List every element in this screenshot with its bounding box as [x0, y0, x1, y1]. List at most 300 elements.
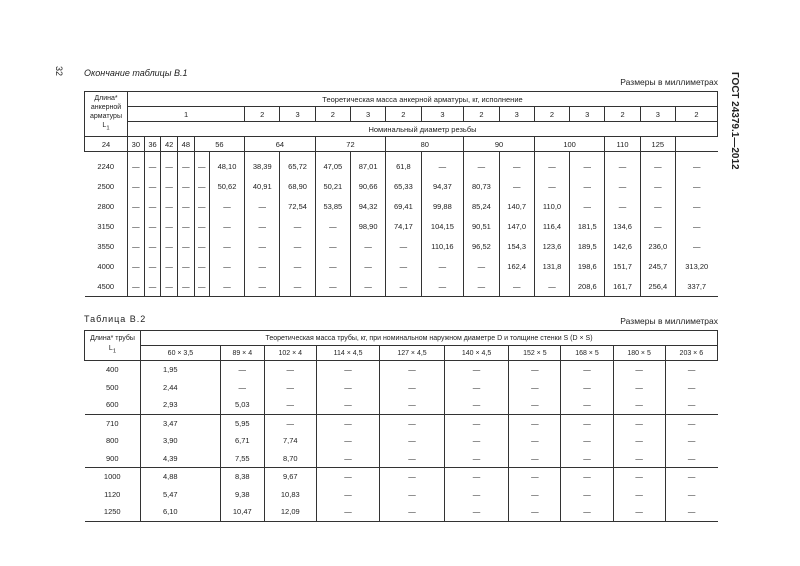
- mass-cell: —: [280, 236, 315, 256]
- mass-cell: 9,67: [264, 468, 316, 486]
- mass-cell: —: [178, 196, 195, 216]
- mass-cell: —: [316, 503, 379, 521]
- mass-cell: —: [640, 176, 675, 196]
- mass-cell: —: [605, 196, 640, 216]
- mass-cell: —: [605, 176, 640, 196]
- table-row: [85, 176, 718, 196]
- mass-cell: 74,17: [386, 216, 421, 236]
- diameter-cell: 90: [464, 137, 535, 152]
- mass-cell: 134,6: [605, 216, 640, 236]
- mass-cell: —: [161, 256, 178, 276]
- mass-cell: 98,90: [350, 216, 385, 236]
- table-row: [85, 414, 718, 432]
- mass-cell: —: [280, 216, 315, 236]
- size-cell: 152 × 5: [509, 346, 561, 361]
- table-b2: [84, 330, 718, 522]
- length-cell: 3550: [85, 236, 128, 256]
- mass-cell: 181,5: [570, 216, 605, 236]
- length-cell: 710: [85, 414, 141, 432]
- mass-cell: 69,41: [386, 196, 421, 216]
- size-cell: 203 × 6: [665, 346, 717, 361]
- mass-cell: —: [665, 414, 717, 432]
- mass-cell: —: [421, 152, 464, 177]
- mass-cell: —: [316, 396, 379, 414]
- version-cell: 1: [128, 107, 245, 122]
- mass-cell: 131,8: [534, 256, 569, 276]
- table-row: [85, 503, 718, 521]
- mass-header: Теоретическая масса анкерной арматуры, кг, исполнение: [128, 92, 718, 107]
- mass-cell: —: [315, 236, 350, 256]
- mass-cell: 65,72: [280, 152, 315, 177]
- mass-cell: —: [386, 276, 421, 297]
- mass-cell: —: [561, 379, 613, 397]
- mass-cell: —: [605, 152, 640, 177]
- mass-cell: —: [534, 176, 569, 196]
- mass-cell: —: [640, 152, 675, 177]
- diameter-header: Номинальный диаметр резьбы: [128, 122, 718, 137]
- mass-cell: —: [264, 379, 316, 397]
- mass-cell: —: [675, 152, 717, 177]
- mass-cell: —: [561, 450, 613, 468]
- mass-cell: —: [665, 361, 717, 379]
- diameter-cell: 36: [144, 137, 161, 152]
- mass-cell: 4,39: [141, 450, 221, 468]
- mass-cell: —: [509, 486, 561, 504]
- mass-cell: 142,6: [605, 236, 640, 256]
- table-row: [85, 256, 718, 276]
- table-row: [85, 379, 718, 397]
- length-cell: 4500: [85, 276, 128, 297]
- version-cell: 2: [464, 107, 499, 122]
- mass-cell: —: [350, 276, 385, 297]
- mass-cell: 53,85: [315, 196, 350, 216]
- mass-cell: 80,73: [464, 176, 499, 196]
- table-row: [85, 468, 718, 486]
- mass-cell: 104,15: [421, 216, 464, 236]
- table-row: [85, 450, 718, 468]
- mass-cell: —: [444, 450, 509, 468]
- mass-cell: —: [499, 152, 534, 177]
- mass-cell: —: [561, 361, 613, 379]
- length-cell: 2500: [85, 176, 128, 196]
- mass-cell: —: [245, 256, 280, 276]
- mass-cell: —: [499, 176, 534, 196]
- mass-cell: —: [350, 256, 385, 276]
- table-row: [85, 361, 718, 379]
- mass-cell: —: [245, 196, 280, 216]
- mass-cell: —: [613, 379, 665, 397]
- mass-cell: —: [561, 486, 613, 504]
- mass-cell: —: [444, 486, 509, 504]
- mass-cell: 10,47: [220, 503, 264, 521]
- mass-cell: —: [675, 176, 717, 196]
- mass-cell: —: [178, 256, 195, 276]
- mass-cell: —: [640, 196, 675, 216]
- version-cell: 2: [605, 107, 640, 122]
- mass-cell: —: [665, 379, 717, 397]
- mass-cell: —: [144, 152, 161, 177]
- mass-cell: —: [665, 486, 717, 504]
- size-cell: 114 × 4,5: [316, 346, 379, 361]
- mass-cell: 198,6: [570, 256, 605, 276]
- mass-cell: 2,93: [141, 396, 221, 414]
- length-cell: 3150: [85, 216, 128, 236]
- mass-cell: —: [464, 276, 499, 297]
- mass-cell: —: [194, 276, 209, 297]
- mass-cell: —: [386, 256, 421, 276]
- table-row: [85, 486, 718, 504]
- mass-cell: —: [315, 256, 350, 276]
- mass-cell: 6,10: [141, 503, 221, 521]
- mass-cell: —: [178, 152, 195, 177]
- table-row: [85, 236, 718, 256]
- length-cell: 400: [85, 361, 141, 379]
- mass-cell: —: [128, 256, 145, 276]
- mass-cell: —: [444, 432, 509, 450]
- length-cell: 1000: [85, 468, 141, 486]
- mass-cell: —: [316, 379, 379, 397]
- mass-cell: —: [509, 450, 561, 468]
- mass-cell: 94,32: [350, 196, 385, 216]
- length-cell: 2240: [85, 152, 128, 177]
- mass-cell: —: [161, 216, 178, 236]
- mass-cell: 123,6: [534, 236, 569, 256]
- length-cell: 1250: [85, 503, 141, 521]
- table-row: [85, 152, 718, 177]
- mass-cell: 313,20: [675, 256, 717, 276]
- mass-cell: —: [128, 196, 145, 216]
- mass-cell: —: [144, 276, 161, 297]
- mass-cell: 72,54: [280, 196, 315, 216]
- mass-cell: —: [315, 276, 350, 297]
- mass-cell: —: [209, 196, 244, 216]
- mass-cell: —: [194, 152, 209, 177]
- mass-cell: —: [561, 468, 613, 486]
- size-cell: 168 × 5: [561, 346, 613, 361]
- mass-cell: 7,74: [264, 432, 316, 450]
- diameter-cell: 42: [161, 137, 178, 152]
- diameter-cell: 100: [534, 137, 605, 152]
- length-cell: 500: [85, 379, 141, 397]
- mass-cell: —: [444, 379, 509, 397]
- mass-cell: —: [380, 432, 445, 450]
- mass-cell: —: [665, 450, 717, 468]
- diameter-cell: 110: [605, 137, 640, 152]
- version-row: [85, 107, 718, 122]
- mass-cell: —: [220, 379, 264, 397]
- mass-cell: —: [561, 503, 613, 521]
- mass-cell: —: [613, 396, 665, 414]
- mass-cell: —: [264, 414, 316, 432]
- size-cell: 127 × 4,5: [380, 346, 445, 361]
- mass-cell: —: [380, 379, 445, 397]
- version-cell: 2: [534, 107, 569, 122]
- length-cell: 1120: [85, 486, 141, 504]
- mass-cell: 256,4: [640, 276, 675, 297]
- mass-cell: —: [665, 432, 717, 450]
- mass-cell: 4,88: [141, 468, 221, 486]
- mass-cell: 68,90: [280, 176, 315, 196]
- table2-title: Таблица В.2: [84, 314, 147, 324]
- mass-cell: 161,7: [605, 276, 640, 297]
- diameter-cell: 56: [194, 137, 244, 152]
- size-cell: 60 × 3,5: [141, 346, 221, 361]
- table-b1: [84, 91, 718, 297]
- mass-cell: —: [499, 276, 534, 297]
- mass-cell: —: [444, 503, 509, 521]
- mass-cell: 12,09: [264, 503, 316, 521]
- mass-cell: —: [161, 276, 178, 297]
- continuation-title: Окончание таблицы В.1: [84, 68, 188, 78]
- mass-cell: —: [444, 414, 509, 432]
- mass-cell: —: [245, 236, 280, 256]
- version-cell: 2: [386, 107, 421, 122]
- mass-cell: —: [665, 503, 717, 521]
- mass-cell: —: [315, 216, 350, 236]
- mass-cell: —: [144, 216, 161, 236]
- version-cell: 3: [280, 107, 315, 122]
- mass-cell: —: [675, 236, 717, 256]
- length-cell: 900: [85, 450, 141, 468]
- mass-cell: 140,7: [499, 196, 534, 216]
- mass-cell: —: [194, 236, 209, 256]
- mass-cell: 147,0: [499, 216, 534, 236]
- mass-cell: —: [220, 361, 264, 379]
- version-cell: 2: [315, 107, 350, 122]
- mass-cell: —: [534, 152, 569, 177]
- length-cell: 800: [85, 432, 141, 450]
- mass-cell: —: [194, 256, 209, 276]
- mass-cell: 151,7: [605, 256, 640, 276]
- diameter-cell: 80: [386, 137, 464, 152]
- size-cell: 89 × 4: [220, 346, 264, 361]
- diameter-row: [85, 137, 718, 152]
- mass-cell: 3,90: [141, 432, 221, 450]
- mass-cell: —: [665, 396, 717, 414]
- table-b2-body: [85, 361, 718, 522]
- diameter-cell: 72: [315, 137, 386, 152]
- mass-cell: —: [464, 256, 499, 276]
- mass-cell: —: [509, 414, 561, 432]
- mass-cell: —: [613, 361, 665, 379]
- mass-cell: —: [380, 486, 445, 504]
- mass-cell: 5,03: [220, 396, 264, 414]
- table-row: [85, 196, 718, 216]
- mass-cell: —: [444, 468, 509, 486]
- mass-cell: —: [316, 361, 379, 379]
- mass-cell: —: [675, 216, 717, 236]
- mass-cell: —: [144, 236, 161, 256]
- mass-cell: —: [194, 176, 209, 196]
- mass-cell: —: [509, 379, 561, 397]
- mass-cell: 47,05: [315, 152, 350, 177]
- mass-cell: —: [161, 236, 178, 256]
- mass-cell: 94,37: [421, 176, 464, 196]
- mass-cell: 236,0: [640, 236, 675, 256]
- version-cell: 3: [350, 107, 385, 122]
- mass-cell: —: [380, 361, 445, 379]
- mass-cell: —: [380, 468, 445, 486]
- mass-cell: —: [316, 432, 379, 450]
- pipe-length-header: Длина* трубы $L_1$: [85, 331, 141, 361]
- mass-cell: —: [534, 276, 569, 297]
- mass-cell: —: [161, 196, 178, 216]
- mass-cell: —: [280, 276, 315, 297]
- mass-cell: —: [380, 396, 445, 414]
- version-cell: 3: [421, 107, 464, 122]
- mass-cell: 2,44: [141, 379, 221, 397]
- mass-cell: 99,88: [421, 196, 464, 216]
- mass-cell: —: [665, 468, 717, 486]
- mass-cell: 162,4: [499, 256, 534, 276]
- length-cell: 4000: [85, 256, 128, 276]
- mass-cell: 90,66: [350, 176, 385, 196]
- mass-cell: —: [570, 196, 605, 216]
- mass-cell: —: [464, 152, 499, 177]
- mass-cell: —: [444, 396, 509, 414]
- mass-cell: —: [316, 468, 379, 486]
- mass-cell: —: [421, 276, 464, 297]
- mass-cell: 65,33: [386, 176, 421, 196]
- mass-cell: —: [316, 486, 379, 504]
- mass-cell: 5,95: [220, 414, 264, 432]
- mass-cell: —: [613, 450, 665, 468]
- mass-cell: —: [675, 196, 717, 216]
- mass-cell: —: [128, 176, 145, 196]
- diameter-cell: 30: [128, 137, 145, 152]
- mass-cell: —: [380, 414, 445, 432]
- mass-cell: 9,38: [220, 486, 264, 504]
- diameter-cell: 48: [178, 137, 195, 152]
- mass-cell: 90,51: [464, 216, 499, 236]
- mass-cell: 154,3: [499, 236, 534, 256]
- mass-cell: —: [380, 450, 445, 468]
- mass-cell: 1,95: [141, 361, 221, 379]
- mass-cell: 48,10: [209, 152, 244, 177]
- mass-cell: —: [640, 216, 675, 236]
- table-row: [85, 276, 718, 297]
- mass-cell: 6,71: [220, 432, 264, 450]
- page-number: 32: [54, 66, 64, 77]
- mass-cell: 7,55: [220, 450, 264, 468]
- version-cell: 3: [570, 107, 605, 122]
- mass-cell: —: [350, 236, 385, 256]
- size-cell: 140 × 4,5: [444, 346, 509, 361]
- mass-cell: —: [144, 196, 161, 216]
- mass-cell: 208,6: [570, 276, 605, 297]
- mass-cell: —: [509, 432, 561, 450]
- mass-cell: —: [178, 236, 195, 256]
- mass-cell: 189,5: [570, 236, 605, 256]
- length-cell: 600: [85, 396, 141, 414]
- mass-cell: —: [209, 256, 244, 276]
- mass-cell: —: [264, 396, 316, 414]
- mass-cell: —: [209, 236, 244, 256]
- diameter-cell: 24: [85, 137, 128, 152]
- mass-cell: 61,8: [386, 152, 421, 177]
- mass-cell: —: [613, 414, 665, 432]
- standard-designation: ГОСТ 24379.1—2012: [729, 72, 740, 170]
- mass-cell: —: [561, 396, 613, 414]
- mass-cell: —: [178, 276, 195, 297]
- units-note-table2: Размеры в миллиметрах: [620, 316, 718, 326]
- table-row: [85, 432, 718, 450]
- version-cell: 2: [675, 107, 717, 122]
- version-cell: 2: [245, 107, 280, 122]
- mass-cell: 8,70: [264, 450, 316, 468]
- mass-cell: —: [178, 216, 195, 236]
- mass-cell: —: [245, 216, 280, 236]
- mass-cell: —: [161, 176, 178, 196]
- mass-cell: —: [209, 276, 244, 297]
- mass-cell: —: [509, 503, 561, 521]
- mass-cell: 245,7: [640, 256, 675, 276]
- version-cell: 3: [499, 107, 534, 122]
- table-row: [85, 396, 718, 414]
- mass-cell: —: [245, 276, 280, 297]
- mass-cell: —: [561, 432, 613, 450]
- mass-cell: —: [613, 468, 665, 486]
- table-b1-body: [85, 152, 718, 297]
- mass-cell: 38,39: [245, 152, 280, 177]
- mass-cell: —: [421, 256, 464, 276]
- mass-cell: —: [128, 236, 145, 256]
- mass-cell: 85,24: [464, 196, 499, 216]
- mass-cell: —: [444, 361, 509, 379]
- mass-cell: 110,0: [534, 196, 569, 216]
- mass-cell: 87,01: [350, 152, 385, 177]
- mass-cell: 110,16: [421, 236, 464, 256]
- mass-cell: —: [570, 176, 605, 196]
- mass-cell: —: [509, 468, 561, 486]
- mass-cell: —: [386, 236, 421, 256]
- length-header: Длина* анкерной арматуры $L_1$: [85, 92, 128, 137]
- mass-cell: —: [209, 216, 244, 236]
- diameter-cell: 125: [640, 137, 675, 152]
- mass-cell: 337,7: [675, 276, 717, 297]
- mass-cell: —: [380, 503, 445, 521]
- mass-cell: 5,47: [141, 486, 221, 504]
- mass-cell: 40,91: [245, 176, 280, 196]
- mass-cell: —: [316, 450, 379, 468]
- mass-cell: —: [161, 152, 178, 177]
- mass-cell: —: [613, 432, 665, 450]
- mass-cell: —: [561, 414, 613, 432]
- mass-cell: —: [128, 276, 145, 297]
- mass-cell: —: [280, 256, 315, 276]
- mass-cell: —: [194, 196, 209, 216]
- mass-cell: 96,52: [464, 236, 499, 256]
- mass-cell: —: [316, 414, 379, 432]
- mass-cell: 116,4: [534, 216, 569, 236]
- mass-cell: 8,38: [220, 468, 264, 486]
- mass-cell: —: [570, 152, 605, 177]
- size-cell: 102 × 4: [264, 346, 316, 361]
- mass-cell: —: [144, 176, 161, 196]
- mass-cell: 50,62: [209, 176, 244, 196]
- mass-cell: —: [264, 361, 316, 379]
- size-row: [85, 346, 718, 361]
- mass-cell: —: [128, 152, 145, 177]
- mass-cell: —: [144, 256, 161, 276]
- mass-cell: 50,21: [315, 176, 350, 196]
- mass-cell: —: [194, 216, 209, 236]
- mass-cell: —: [613, 486, 665, 504]
- mass-cell: 3,47: [141, 414, 221, 432]
- mass-cell: —: [128, 216, 145, 236]
- size-cell: 180 × 5: [613, 346, 665, 361]
- mass-cell: —: [509, 361, 561, 379]
